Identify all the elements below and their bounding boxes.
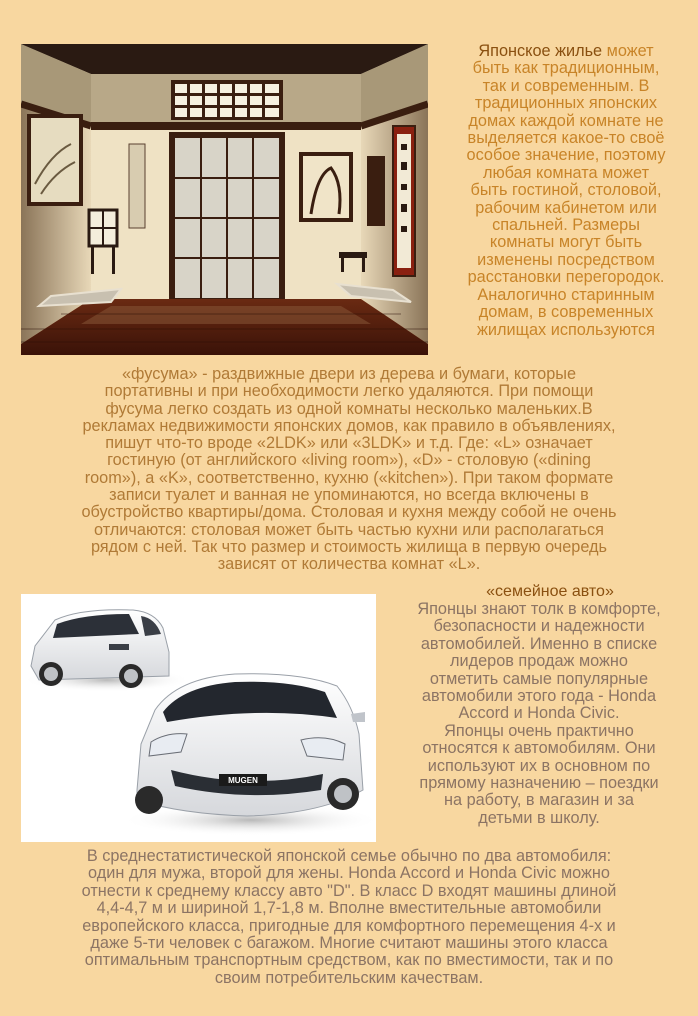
fusuma-line: «фусума» - раздвижные двери из дерева и бумаги, которые bbox=[121, 365, 577, 383]
cars-line: Японцы знают толк в комфорте, bbox=[417, 600, 661, 618]
cars-text-column bbox=[380, 601, 698, 827]
car-class-line: европейского класса, пригодные для комфортного перемещения 4-х и bbox=[82, 916, 616, 935]
family-car-title: «семейное авто» bbox=[486, 583, 614, 600]
fusuma-line: гостиную (от английского «living room»), «D» - столовую («dining bbox=[107, 451, 591, 470]
fusuma-line: отличаются: столовая может быть частью кухни или располагаться bbox=[94, 520, 604, 539]
car-class-line: отнести к среднему классу авто "D". В класс D входят машины длиной bbox=[81, 881, 617, 900]
fusuma-line: обустройство квартиры/дома. Столовая и кухня между собой не очень bbox=[81, 503, 617, 522]
cars-line: автомобилей. Именно в списке bbox=[420, 634, 658, 653]
intro-line: Аналогично старинным bbox=[477, 285, 655, 304]
fusuma-line: зависят от количества комнат «L». bbox=[217, 555, 481, 574]
intro-line: быть гостиной, столовой, bbox=[470, 181, 662, 200]
intro-line: изменены посредством bbox=[477, 250, 655, 269]
intro-line: особое значение, поэтому bbox=[466, 146, 666, 165]
intro-line: расстановки перегородок. bbox=[467, 268, 665, 287]
cars-line: Accord и Honda Civic. bbox=[458, 704, 620, 723]
intro-line: комнаты могут быть bbox=[489, 233, 643, 252]
intro-line: рабочим кабинетом или bbox=[475, 198, 657, 217]
intro-text-column bbox=[438, 43, 694, 339]
car-class-line: один для мужа, второй для жены. Honda Accord и Honda Civic можно bbox=[88, 864, 610, 883]
cars-line: используют их в основном по bbox=[427, 756, 651, 775]
cars-line: безопасности и надежности bbox=[433, 617, 645, 636]
intro-line: быть как традиционным, bbox=[472, 59, 660, 78]
cars-line: автомобили этого года - Honda bbox=[421, 687, 657, 706]
car-class-line: 4,4-4,7 м и шириной 1,7-1,8 м. Вполне вместительные автомобили bbox=[96, 899, 602, 918]
car-class-line: В среднестатистической японской семье обычно по два автомобиля: bbox=[86, 847, 612, 865]
cars-line: детьми в школу. bbox=[478, 808, 600, 827]
car-class-line: оптимальным транспортным средством, как по вместимости, так и по bbox=[84, 951, 614, 970]
cars-line: лидеров продаж можно bbox=[450, 652, 628, 671]
intro-line-0 bbox=[438, 43, 694, 60]
fusuma-line: пишут что-то вроде «2LDK» или «3LDK» и т.д. Где: «L» означает bbox=[105, 434, 593, 453]
cars-line: Японцы очень практично bbox=[444, 721, 634, 740]
intro-line-0-rest: может bbox=[606, 42, 654, 60]
fusuma-line: рекламах недвижимости японских домов, как правило в объявлениях, bbox=[82, 416, 616, 435]
japanese-room-icon bbox=[21, 44, 428, 355]
intro-line: жилищах используются bbox=[477, 320, 655, 339]
fusuma-line: рядом с ней. Так что размер и стоимость жилища в первую очередь bbox=[90, 537, 608, 556]
car-class-paragraph bbox=[12, 848, 686, 987]
fusuma-line: портативны и при необходимости легко удаляются. При помощи bbox=[104, 382, 594, 401]
fusuma-line: фусума легко создать из одной комнаты несколько маленьких.В bbox=[105, 399, 593, 418]
cars-line: на работу, в магазин и за bbox=[444, 791, 634, 810]
japanese-room-image bbox=[21, 44, 428, 355]
intro-line: домам, в современных bbox=[478, 303, 654, 322]
cars-line: относятся к автомобилям. Они bbox=[422, 739, 656, 758]
cars-image bbox=[21, 594, 376, 842]
intro-line: традиционных японских bbox=[474, 94, 658, 113]
intro-line: любая комната может bbox=[482, 163, 650, 182]
cars-line: отметить самые популярные bbox=[429, 669, 649, 688]
intro-highlight: Японское жилье bbox=[478, 42, 603, 60]
fusuma-line: room»), а «K», соответственно, кухню («kitchen»). При таком формате bbox=[84, 468, 614, 487]
intro-line: так и современным. В bbox=[482, 76, 650, 95]
intro-line: домах каждой комнате не bbox=[468, 111, 664, 130]
car-class-line: своим потребительским качествам. bbox=[214, 968, 484, 987]
fusuma-paragraph bbox=[12, 366, 686, 574]
cars-line: прямому назначению – поездки bbox=[419, 774, 659, 793]
mugen-badge: MUGEN bbox=[228, 776, 258, 785]
white-hatchback-cars-icon bbox=[21, 594, 376, 842]
intro-line: выделяется какое-то своё bbox=[467, 129, 665, 148]
intro-line: спальней. Размеры bbox=[492, 216, 640, 235]
fusuma-line: записи туалет и ванная не упоминаются, но всегда включены в bbox=[109, 486, 589, 505]
car-class-line: даже 5-ти человек с багажом. Многие считают машины этого класса bbox=[90, 934, 608, 953]
